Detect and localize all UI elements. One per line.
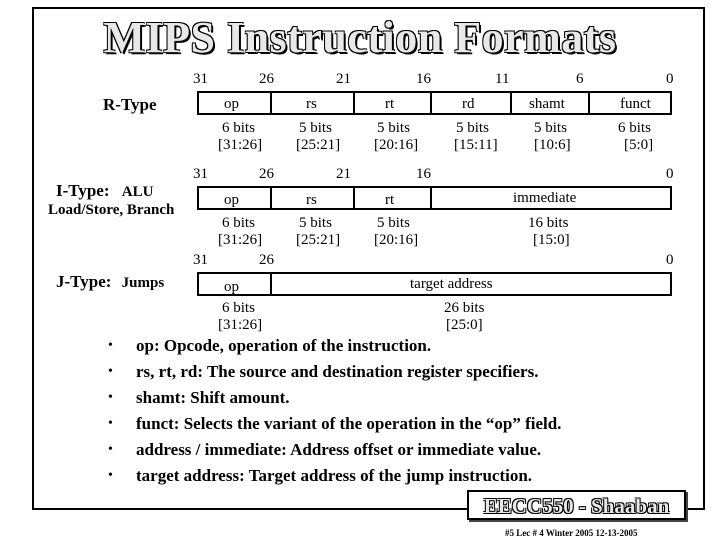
bullet-icon: • — [108, 468, 113, 483]
i-type-label-main: I-Type: — [56, 181, 110, 200]
bullet-icon: • — [108, 442, 113, 457]
i-divider-31 — [197, 186, 199, 210]
j-field-target-address: target address — [410, 276, 493, 292]
r-box-top — [197, 91, 672, 93]
r-range-rt: [20:16] — [374, 137, 419, 153]
i-bits-op: 6 bits — [222, 215, 255, 231]
j-type-label — [56, 273, 164, 291]
bullet-icon: • — [108, 390, 113, 405]
i-bit-0: 0 — [666, 166, 674, 182]
i-divider-0 — [670, 186, 672, 210]
r-range-rs: [25:21] — [296, 137, 341, 153]
i-range-immediate: [15:0] — [533, 232, 570, 248]
r-divider-16 — [430, 91, 432, 115]
r-field-rs: rs — [306, 96, 317, 112]
r-field-rd: rd — [462, 96, 475, 112]
j-type-label-main: J-Type: — [56, 272, 112, 291]
j-divider-31 — [197, 272, 199, 296]
i-bit-16: 16 — [416, 166, 431, 182]
i-divider-26 — [270, 186, 272, 210]
j-box-top — [197, 272, 672, 274]
r-bit-11: 11 — [495, 71, 510, 87]
i-field-rt: rt — [385, 192, 395, 208]
slide-frame — [32, 7, 705, 510]
i-bit-31: 31 — [193, 166, 208, 182]
slide-footer: #5 Lec # 4 Winter 2005 12-13-2005 — [505, 528, 638, 538]
list-item-text: shamt: Shift amount. — [136, 388, 290, 407]
j-bit-31: 31 — [193, 252, 208, 268]
r-type-label: R-Type — [103, 95, 157, 114]
r-field-shamt: shamt — [529, 96, 565, 112]
r-bits-rt: 5 bits — [377, 120, 410, 136]
bullet-icon: • — [108, 416, 113, 431]
r-divider-6 — [588, 91, 590, 115]
r-range-shamt: [10:6] — [534, 137, 571, 153]
j-type-label-suffix: Jumps — [121, 275, 165, 291]
i-type-sublabel: Load/Store, Branch — [48, 202, 175, 218]
j-bit-26: 26 — [259, 252, 274, 268]
j-box-bottom — [197, 294, 672, 296]
i-field-rs: rs — [306, 192, 317, 208]
i-range-rt: [20:16] — [374, 232, 419, 248]
j-bit-0: 0 — [666, 252, 674, 268]
i-divider-21 — [353, 186, 355, 210]
j-range-target: [25:0] — [446, 317, 483, 333]
course-badge: EECC550 - Shaaban — [467, 490, 686, 520]
i-type-label-suffix: ALU — [121, 184, 154, 200]
r-box-bottom — [197, 113, 672, 115]
i-box-bottom — [197, 208, 672, 210]
i-range-op: [31:26] — [218, 232, 263, 248]
slide-title: MIPS Instruction Formats — [103, 13, 617, 62]
r-field-rt: rt — [385, 96, 395, 112]
r-bit-31: 31 — [193, 71, 208, 87]
i-box-top — [197, 186, 672, 188]
r-bits-shamt: 5 bits — [534, 120, 567, 136]
r-bit-0: 0 — [666, 71, 674, 87]
j-bits-op: 6 bits — [222, 300, 255, 316]
i-bit-26: 26 — [259, 166, 274, 182]
list-item-text: address / immediate: Address offset or immediate value. — [136, 440, 542, 459]
r-bits-rs: 5 bits — [299, 120, 332, 136]
list-item-text: op: Opcode, operation of the instruction. — [136, 336, 432, 355]
i-bits-rt: 5 bits — [377, 215, 410, 231]
j-divider-0 — [670, 272, 672, 296]
i-bits-rs: 5 bits — [299, 215, 332, 231]
r-divider-11 — [510, 91, 512, 115]
r-divider-21 — [353, 91, 355, 115]
r-bits-funct: 6 bits — [618, 120, 651, 136]
list-item-text: funct: Selects the variant of the operation in the “op” field. — [136, 414, 562, 433]
i-type-label — [56, 182, 153, 200]
bullet-icon: • — [108, 364, 113, 379]
r-bit-21: 21 — [336, 71, 351, 87]
r-divider-26 — [270, 91, 272, 115]
r-bit-6: 6 — [576, 71, 584, 87]
r-bit-16: 16 — [416, 71, 431, 87]
list-item-text: rs, rt, rd: The source and destination register specifiers. — [136, 362, 539, 381]
r-range-op: [31:26] — [218, 137, 263, 153]
r-bits-rd: 5 bits — [456, 120, 489, 136]
i-divider-16 — [430, 186, 432, 210]
r-bit-26: 26 — [259, 71, 274, 87]
list-item-text: target address: Target address of the jump instruction. — [136, 466, 533, 485]
j-field-op: op — [224, 279, 239, 295]
bullet-icon: • — [108, 338, 113, 353]
j-divider-26 — [270, 272, 272, 296]
j-range-op: [31:26] — [218, 317, 263, 333]
r-divider-31 — [197, 91, 199, 115]
j-bits-target: 26 bits — [444, 300, 485, 316]
r-divider-0 — [670, 91, 672, 115]
r-field-op: op — [224, 96, 239, 112]
i-range-rs: [25:21] — [296, 232, 341, 248]
i-field-op: op — [224, 192, 239, 208]
r-range-funct: [5:0] — [624, 137, 654, 153]
i-bit-21: 21 — [336, 166, 351, 182]
r-bits-op: 6 bits — [222, 120, 255, 136]
i-field-immediate: immediate — [513, 190, 577, 206]
i-bits-immediate: 16 bits — [528, 215, 569, 231]
r-range-rd: [15:11] — [454, 137, 498, 153]
r-field-funct: funct — [620, 96, 651, 112]
